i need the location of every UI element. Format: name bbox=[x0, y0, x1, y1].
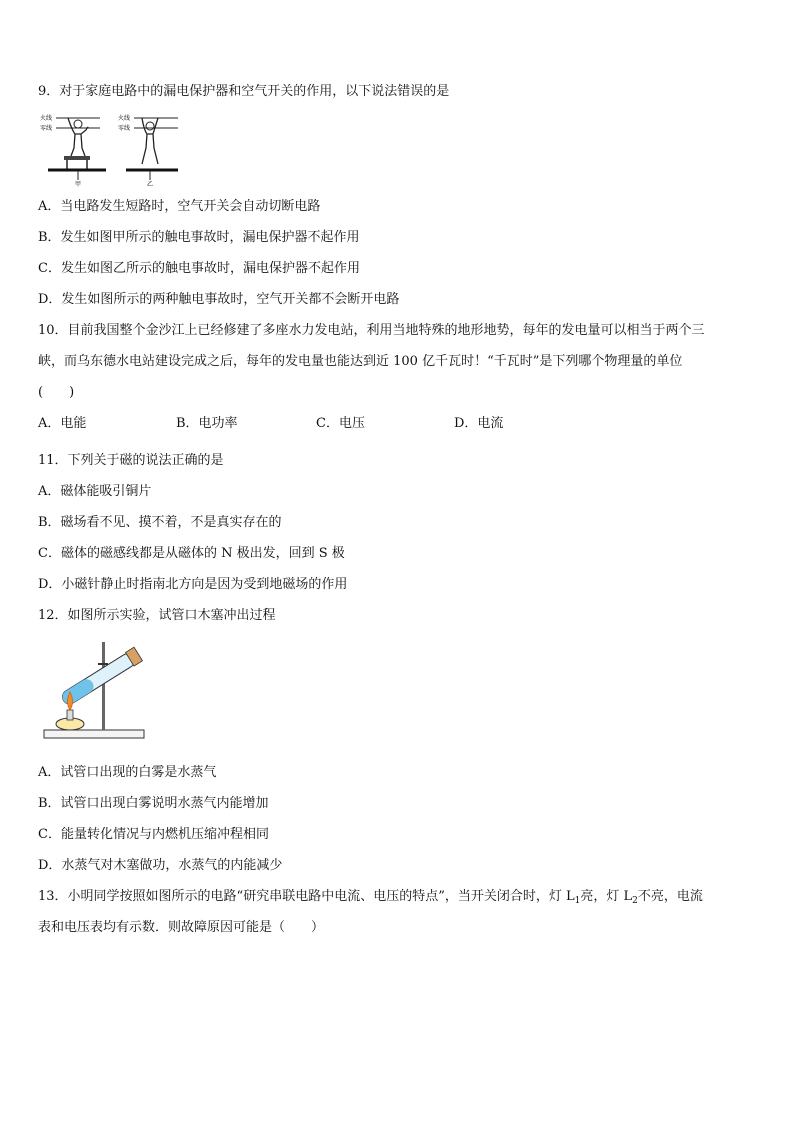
q9-label-live-left: 火线 bbox=[40, 115, 53, 122]
q12-stem: 12．如图所示实验，试管口木塞冲出过程 bbox=[38, 608, 276, 623]
q11-stem: 11．下列关于磁的说法正确的是 bbox=[38, 453, 224, 468]
q12-option-b: B．试管口出现白雾说明水蒸气内能增加 bbox=[38, 796, 269, 811]
q12-option-d: D．水蒸气对木塞做功，水蒸气的内能减少 bbox=[38, 858, 283, 873]
q12-option-a: A．试管口出现的白雾是水蒸气 bbox=[38, 765, 217, 780]
q13-stem-line1 bbox=[38, 888, 703, 910]
q13-stem-part1: 13．小明同学按照如图所示的电路“研究串联电路中电流、电压的特点”，当开关闭合时，灯 L bbox=[38, 889, 575, 904]
q13-sub-l2: 2 bbox=[632, 896, 638, 906]
q11-option-d: D．小磁针静止时指南北方向是因为受到地磁场的作用 bbox=[38, 577, 348, 592]
q11-option-a: A．磁体能吸引铜片 bbox=[38, 484, 152, 499]
q13-sub-l1: 1 bbox=[574, 896, 581, 906]
q9-label-neutral-left: 零线 bbox=[40, 125, 53, 132]
q10-stem-line3: ( ) bbox=[38, 385, 75, 400]
q13-stem-part2: 亮，灯 L bbox=[580, 889, 633, 904]
q10-option-b: B．电功率 bbox=[176, 416, 238, 431]
q12-figure-test-tube-apparatus bbox=[40, 636, 150, 746]
q13-stem-part3: 不亮，电流 bbox=[637, 889, 703, 904]
q9-label-neutral-right: 零线 bbox=[118, 125, 131, 132]
q13-stem-line2: 表和电压表均有示数．则故障原因可能是（ ） bbox=[38, 920, 325, 935]
q9-label-jia: 甲 bbox=[75, 181, 82, 188]
q11-option-c: C．磁体的磁感线都是从磁体的 N 极出发，回到 S 极 bbox=[38, 546, 345, 561]
q9-stem: 9．对于家庭电路中的漏电保护器和空气开关的作用，以下说法错误的是 bbox=[38, 84, 450, 99]
q9-label-yi: 乙 bbox=[147, 181, 154, 188]
q9-option-c: C．发生如图乙所示的触电事故时，漏电保护器不起作用 bbox=[38, 261, 360, 276]
q10-stem-line2: 峡，而乌东德水电站建设完成之后，每年的发电量也能达到近 100 亿千瓦时！“千瓦时”是下列哪个物理量的单位 bbox=[38, 354, 683, 369]
q12-option-c: C．能量转化情况与内燃机压缩冲程相同 bbox=[38, 827, 269, 842]
q10-option-a: A．电能 bbox=[38, 416, 87, 431]
q9-figure-electric-shock bbox=[38, 108, 188, 188]
q10-stem-line1: 10．目前我国整个金沙江上已经修建了多座水力发电站，利用当地特殊的地形地势，每年的发电量可以相当于两个三 bbox=[38, 323, 705, 338]
q10-option-c: C．电压 bbox=[316, 416, 365, 431]
q11-option-b: B．磁场看不见、摸不着，不是真实存在的 bbox=[38, 515, 282, 530]
q9-option-b: B．发生如图甲所示的触电事故时，漏电保护器不起作用 bbox=[38, 230, 360, 245]
q9-label-live-right: 火线 bbox=[118, 115, 131, 122]
q9-option-d: D．发生如图所示的两种触电事故时，空气开关都不会断开电路 bbox=[38, 292, 400, 307]
q9-option-a: A．当电路发生短路时，空气开关会自动切断电路 bbox=[38, 199, 321, 214]
q10-option-d: D．电流 bbox=[454, 416, 504, 431]
